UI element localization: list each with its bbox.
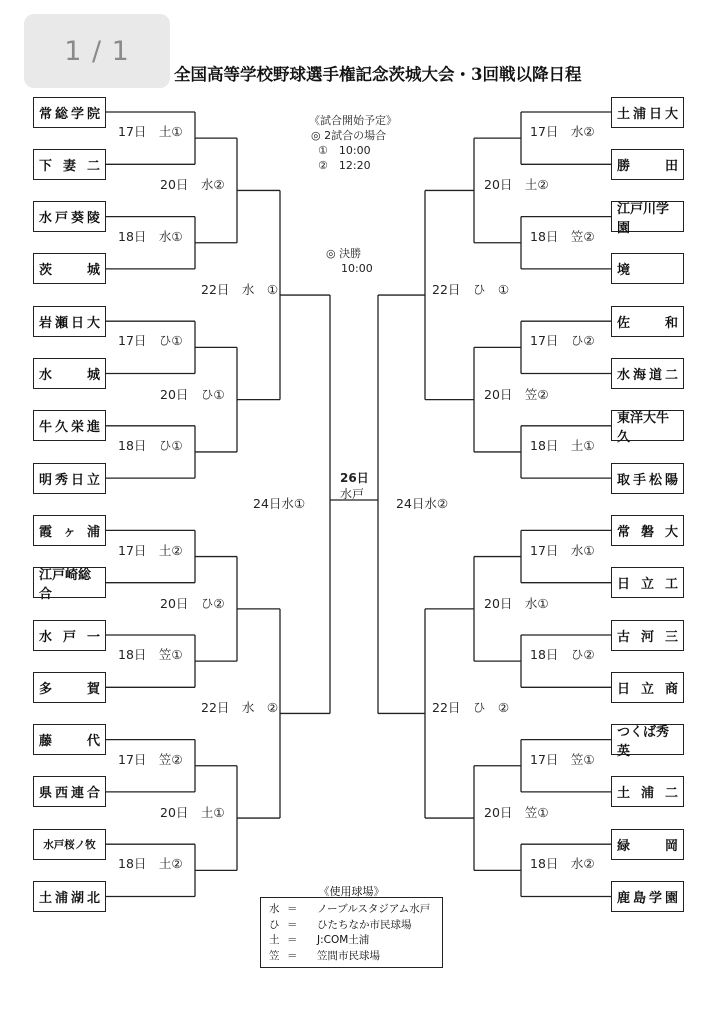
venue-name: J:COM土浦 <box>317 934 370 947</box>
page-indicator: 1 / 1 <box>24 14 170 88</box>
round2-match-label: 20日 笠① <box>484 805 549 821</box>
venue-eq: ＝ <box>287 949 298 962</box>
round3-match-label: 22日 水 ② <box>201 700 279 716</box>
venue-row <box>269 917 434 933</box>
round1-match-label: 18日 ひ① <box>118 437 183 453</box>
round1-match-label: 17日 ひ② <box>530 333 595 349</box>
round1-match-label: 18日 土② <box>118 856 183 872</box>
round1-match-label: 17日 ひ① <box>118 333 183 349</box>
round2-match-label: 20日 ひ② <box>160 595 225 611</box>
round2-match-label: 20日 土① <box>160 805 225 821</box>
team-box: 藤 代 <box>33 724 106 755</box>
team-box: 佐 和 <box>611 306 684 337</box>
team-box: 土 浦 湖 北 <box>33 881 106 912</box>
round1-match-label: 17日 水① <box>530 542 595 558</box>
team-box: 土 浦 二 <box>611 776 684 807</box>
round2-match-label: 20日 ひ① <box>160 386 225 402</box>
venue-eq: ＝ <box>287 918 298 931</box>
team-box: 県 西 連 合 <box>33 776 106 807</box>
round3-match-label: 22日 ひ ① <box>432 282 510 298</box>
team-box: 多 賀 <box>33 672 106 703</box>
schedule-note-game2: ② 12:20 <box>318 159 371 172</box>
final-note-heading: ◎ 決勝 <box>326 247 362 260</box>
venue-legend <box>260 885 443 968</box>
team-box: 勝 田 <box>611 149 684 180</box>
round2-match-label: 20日 笠② <box>484 386 549 402</box>
round1-match-label: 17日 土② <box>118 542 183 558</box>
venue-eq: ＝ <box>287 903 298 916</box>
team-box: 取 手 松 陽 <box>611 463 684 494</box>
team-box: 境 <box>611 253 684 284</box>
schedule-note-heading: 《試合開始予定》 <box>309 114 397 127</box>
venue-name: 笠間市民球場 <box>317 949 380 962</box>
round1-match-label: 17日 水② <box>530 124 595 140</box>
round1-match-label: 18日 水② <box>530 856 595 872</box>
team-box: 水 海 道 二 <box>611 358 684 389</box>
team-box: 明 秀 日 立 <box>33 463 106 494</box>
venue-eq: ＝ <box>287 934 298 947</box>
round1-match-label: 18日 土① <box>530 437 595 453</box>
round1-match-label: 17日 土① <box>118 124 183 140</box>
team-box: 霞 ヶ 浦 <box>33 515 106 546</box>
team-box: 水 戸 一 <box>33 620 106 651</box>
round3-match-label: 22日 ひ ② <box>432 700 510 716</box>
venue-row <box>269 948 434 964</box>
venue-name: ノーブルスタジアム水戸 <box>317 903 431 916</box>
team-box: 下 妻 二 <box>33 149 106 180</box>
round1-match-label: 18日 笠② <box>530 228 595 244</box>
team-box: 水戸桜ノ牧 <box>33 829 106 860</box>
team-box: 岩 瀬 日 大 <box>33 306 106 337</box>
final-date: 26日 <box>340 471 369 485</box>
team-box: 鹿 島 学 園 <box>611 881 684 912</box>
team-box: 茨 城 <box>33 253 106 284</box>
venue-legend-heading: 《使用球場》 <box>318 885 385 898</box>
team-box: 江戸川学園 <box>611 201 684 232</box>
venue-key: 笠 <box>269 949 280 962</box>
round2-match-label: 20日 土② <box>484 177 549 193</box>
round1-match-label: 18日 ひ② <box>530 647 595 663</box>
round1-match-label: 17日 笠① <box>530 751 595 767</box>
team-box: 土 浦 日 大 <box>611 97 684 128</box>
venue-key: 土 <box>269 934 280 947</box>
venue-key: ひ <box>269 918 280 931</box>
team-box: 常 総 学 院 <box>33 97 106 128</box>
team-box: 日 立 工 <box>611 567 684 598</box>
team-box: 古 河 三 <box>611 620 684 651</box>
semifinal-match-label: 24日水① <box>253 496 306 511</box>
team-box: 常 磐 大 <box>611 515 684 546</box>
team-box: 水 城 <box>33 358 106 389</box>
round1-match-label: 17日 笠② <box>118 751 183 767</box>
team-box: 江戸崎総合 <box>33 567 106 598</box>
round2-match-label: 20日 水② <box>160 177 225 193</box>
round2-match-label: 20日 水① <box>484 595 549 611</box>
team-box: 牛 久 栄 進 <box>33 410 106 441</box>
final-note-time: 10:00 <box>341 262 373 275</box>
page-title: 全国高等学校野球選手権記念茨城大会・3回戦以降日程 <box>174 65 582 84</box>
team-box: 東洋大牛久 <box>611 410 684 441</box>
venue-row <box>269 901 434 917</box>
semifinal-match-label: 24日水② <box>396 496 449 511</box>
round1-match-label: 18日 水① <box>118 228 183 244</box>
final-venue: 水戸 <box>340 487 365 501</box>
team-box: つくば秀英 <box>611 724 684 755</box>
venue-key: 水 <box>269 903 280 916</box>
schedule-note-game1: ① 10:00 <box>318 144 371 157</box>
team-box: 水 戸 葵 陵 <box>33 201 106 232</box>
team-box: 日 立 商 <box>611 672 684 703</box>
venue-name: ひたちなか市民球場 <box>317 918 412 931</box>
round3-match-label: 22日 水 ① <box>201 282 279 298</box>
round1-match-label: 18日 笠① <box>118 647 183 663</box>
venue-row <box>269 932 434 948</box>
team-box: 緑 岡 <box>611 829 684 860</box>
schedule-note-two-games: ◎ 2試合の場合 <box>311 129 387 142</box>
